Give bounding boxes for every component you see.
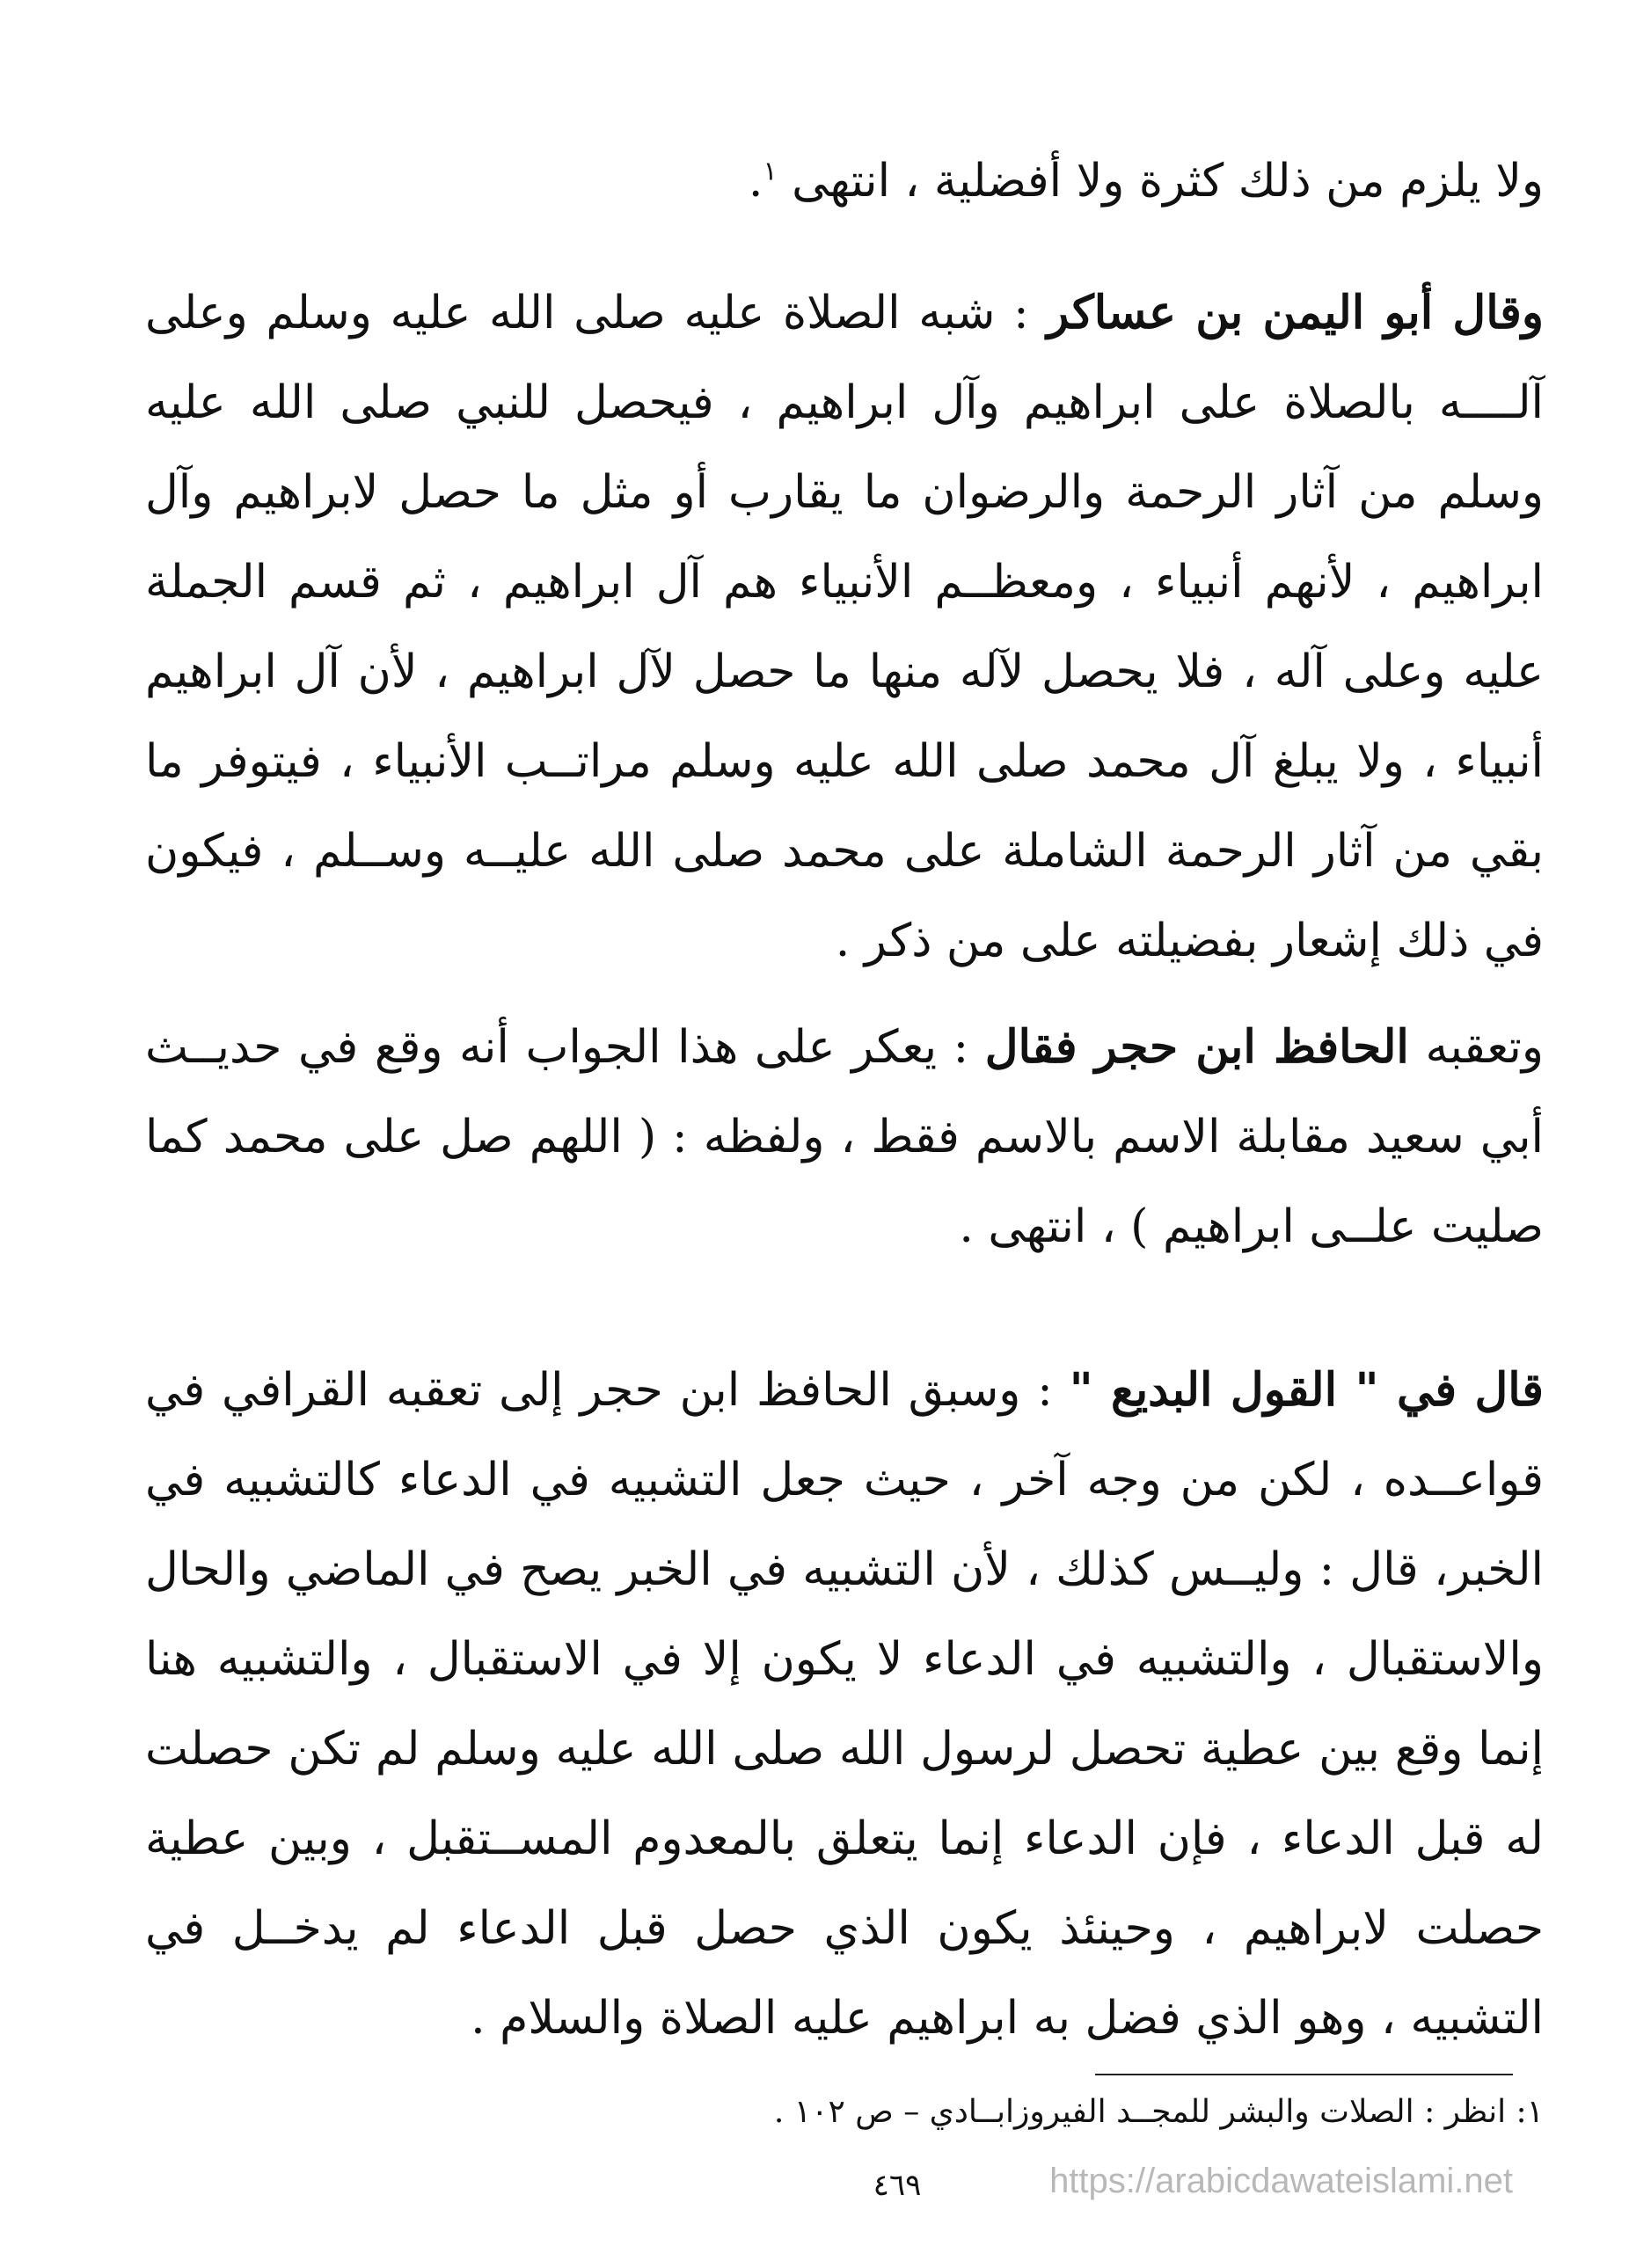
page-number: ٤٦٩ xyxy=(873,2168,922,2203)
paragraph-2-text: : شبه الصلاة عليه صلى الله عليه وسلم وعلى آلــــه بالصلاة على ابراهيم وآل ابراهيم ، فيحصل للنبي صلى الله عليه وسلم من آثار الرحمة والرضوان ما يقارب أو مثل ما حصل لابراهيم وآل ابراهيم ، لأنهم أنبياء ، ومعظــم الأنبياء هم آل ابراهيم ، ثم قسم الجملة عليه وعلى آله ، فلا يحصل لآله منها ما حصل لآل ابراهيم ، لأن آل ابراهيم أنبياء ، ولا يبلغ آل محمد صلى الله عليه وسلم مراتــب الأنبياء ، فيتوفر ما بقي من آثار الرحمة الشاملة على محمد صلى الله عليــه وســلم ، فيكون في ذلك إشعار بفضيلته على من ذكر . xyxy=(145,287,1545,967)
paragraph-2-lead: وقال أبو اليمن بن عساكر xyxy=(1047,286,1545,339)
paragraph-1-end: . xyxy=(748,155,763,208)
paragraph-4-text: : وسبق الحافظ ابن حجر إلى تعقبه القرافي في قواعــده ، لكن من وجه آخر ، حيث جعل التشبيه في الدعاء كالتشبيه في الخبر، قال : وليــس كذلك ، لأن التشبيه في الخبر يصح في الماضي والحال والاستقبال ، والتشبيه في الدعاء لا يكون إلا في الاستقبال ، والتشبيه هنا إنما وقع بين عطية تحصل لرسول الله صلى الله عليه وسلم لم تكن حصلت له قبل الدعاء ، فإن الدعاء إنما يتعلق بالمعدوم المســتقبل ، وبين عطية حصلت لابراهيم ، وحينئذ يكون الذي حصل قبل الدعاء لم يدخــل في التشبيه ، وهو الذي فضل به ابراهيم عليه الصلاة والسلام . xyxy=(145,1364,1544,2045)
footnote xyxy=(145,2086,1544,2139)
paragraph-3-pre: وتعقبه xyxy=(1408,1021,1545,1074)
paragraph-1-text: ولا يلزم من ذلك كثرة ولا أفضلية ، انتهى xyxy=(792,155,1544,208)
footnote-reference[interactable]: ١ xyxy=(763,156,778,187)
footnote-text: ١: انظر : الصلات والبشر للمجــد الفيروزابــادي – ص ١٠٢ . xyxy=(773,2094,1544,2130)
paragraph-3 xyxy=(145,1003,1544,1272)
paragraph-3-lead: الحافظ ابن حجر فقال xyxy=(984,1020,1409,1074)
watermark-url: https://arabicdawateislami.net xyxy=(1049,2162,1513,2200)
paragraph-3-text: : يعكر على هذا الجواب أنه وقع في حديــث أبي سعيد مقابلة الاسم بالاسم فقط ، ولفظه : ( اللهم صل على محمد كما صليت علــى ابراهيم ) ، انتهى . xyxy=(145,1021,1544,1253)
paragraph-4 xyxy=(145,1345,1544,2063)
paragraph-2 xyxy=(145,268,1544,986)
footnote-divider xyxy=(1095,2074,1513,2075)
paragraph-1 xyxy=(145,136,1544,226)
paragraph-4-lead: قال في " القول البديع " xyxy=(1069,1363,1545,1417)
